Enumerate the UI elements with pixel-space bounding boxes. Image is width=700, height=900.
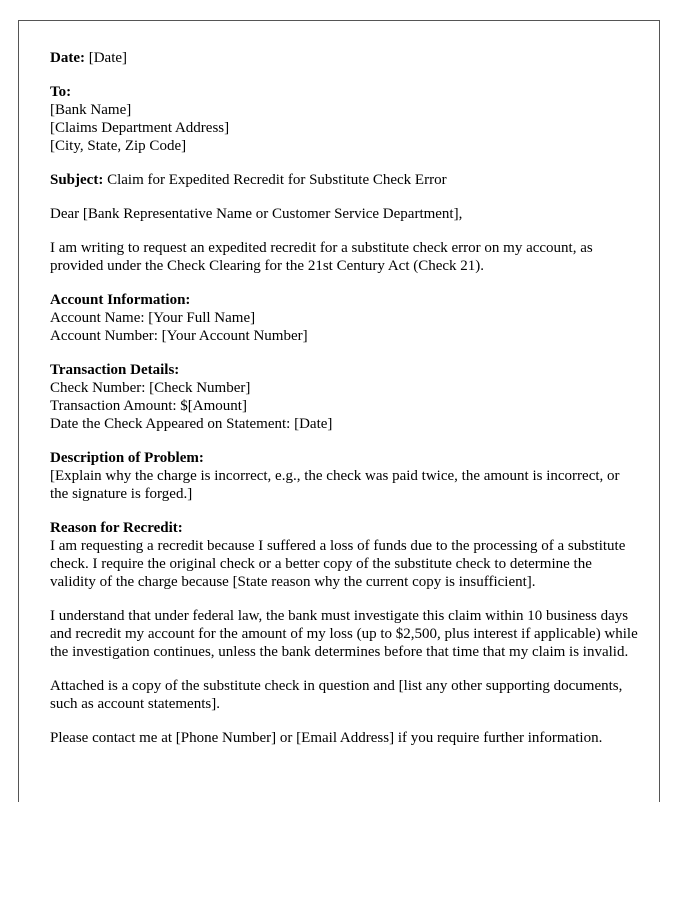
city-state-zip-line: [City, State, Zip Code]: [50, 138, 187, 154]
contact-paragraph: [50, 729, 640, 747]
recredit-reason-heading: Reason for Recredit:: [50, 520, 183, 536]
attachments-text: Attached is a copy of the substitute check in question and [list any other supporting documents, such as account statements].: [50, 678, 623, 712]
salutation: [50, 205, 640, 223]
subject-line: [50, 171, 640, 189]
subject-label: Subject:: [50, 172, 104, 188]
federal-law-text: I understand that under federal law, the bank must investigate this claim within 10 business days and recredit my account for the amount of my loss (up to $2,500, plus interest if applicable) while the investigation continues, unless the bank determines before that time that my claim is invalid.: [50, 608, 638, 660]
date-line: [50, 49, 640, 67]
date-label: Date:: [50, 50, 85, 66]
statement-date-line: Date the Check Appeared on Statement: [Date]: [50, 416, 333, 432]
intro-paragraph: [50, 239, 640, 275]
intro-text: I am writing to request an expedited recredit for a substitute check error on my account, as provided under the Check Clearing for the 21st Century Act (Check 21).: [50, 240, 593, 274]
letter-page: [18, 20, 660, 802]
recipient-block: [50, 83, 640, 155]
salutation-text: Dear [Bank Representative Name or Customer Service Department],: [50, 206, 463, 222]
account-number-line: Account Number: [Your Account Number]: [50, 328, 308, 344]
account-information-heading: Account Information:: [50, 292, 191, 308]
claims-address-line: [Claims Department Address]: [50, 120, 230, 136]
federal-law-paragraph: [50, 607, 640, 661]
transaction-details-heading: Transaction Details:: [50, 362, 180, 378]
date-value: [Date]: [84, 50, 128, 66]
attachments-paragraph: [50, 677, 640, 713]
check-number-line: Check Number: [Check Number]: [50, 380, 251, 396]
transaction-amount-line: Transaction Amount: $[Amount]: [50, 398, 247, 414]
contact-text: Please contact me at [Phone Number] or [Email Address] if you require further information.: [50, 730, 603, 746]
letter-body: [50, 49, 640, 763]
bank-name-line: [Bank Name]: [50, 102, 132, 118]
problem-description-section: [50, 449, 640, 503]
account-name-line: Account Name: [Your Full Name]: [50, 310, 256, 326]
problem-description-heading: Description of Problem:: [50, 450, 204, 466]
to-label: To:: [50, 84, 72, 100]
subject-value: Claim for Expedited Recredit for Substitute Check Error: [103, 172, 447, 188]
problem-description-text: [Explain why the charge is incorrect, e.g., the check was paid twice, the amount is incorrect, or the signature is forged.]: [50, 468, 620, 502]
transaction-details-section: [50, 361, 640, 433]
recredit-reason-text: I am requesting a recredit because I suffered a loss of funds due to the processing of a substitute check. I require the original check or a better copy of the substitute check to determine the validity of the charge because [State reason why the current copy is insufficient].: [50, 538, 626, 590]
recredit-reason-section: [50, 519, 640, 591]
account-information-section: [50, 291, 640, 345]
